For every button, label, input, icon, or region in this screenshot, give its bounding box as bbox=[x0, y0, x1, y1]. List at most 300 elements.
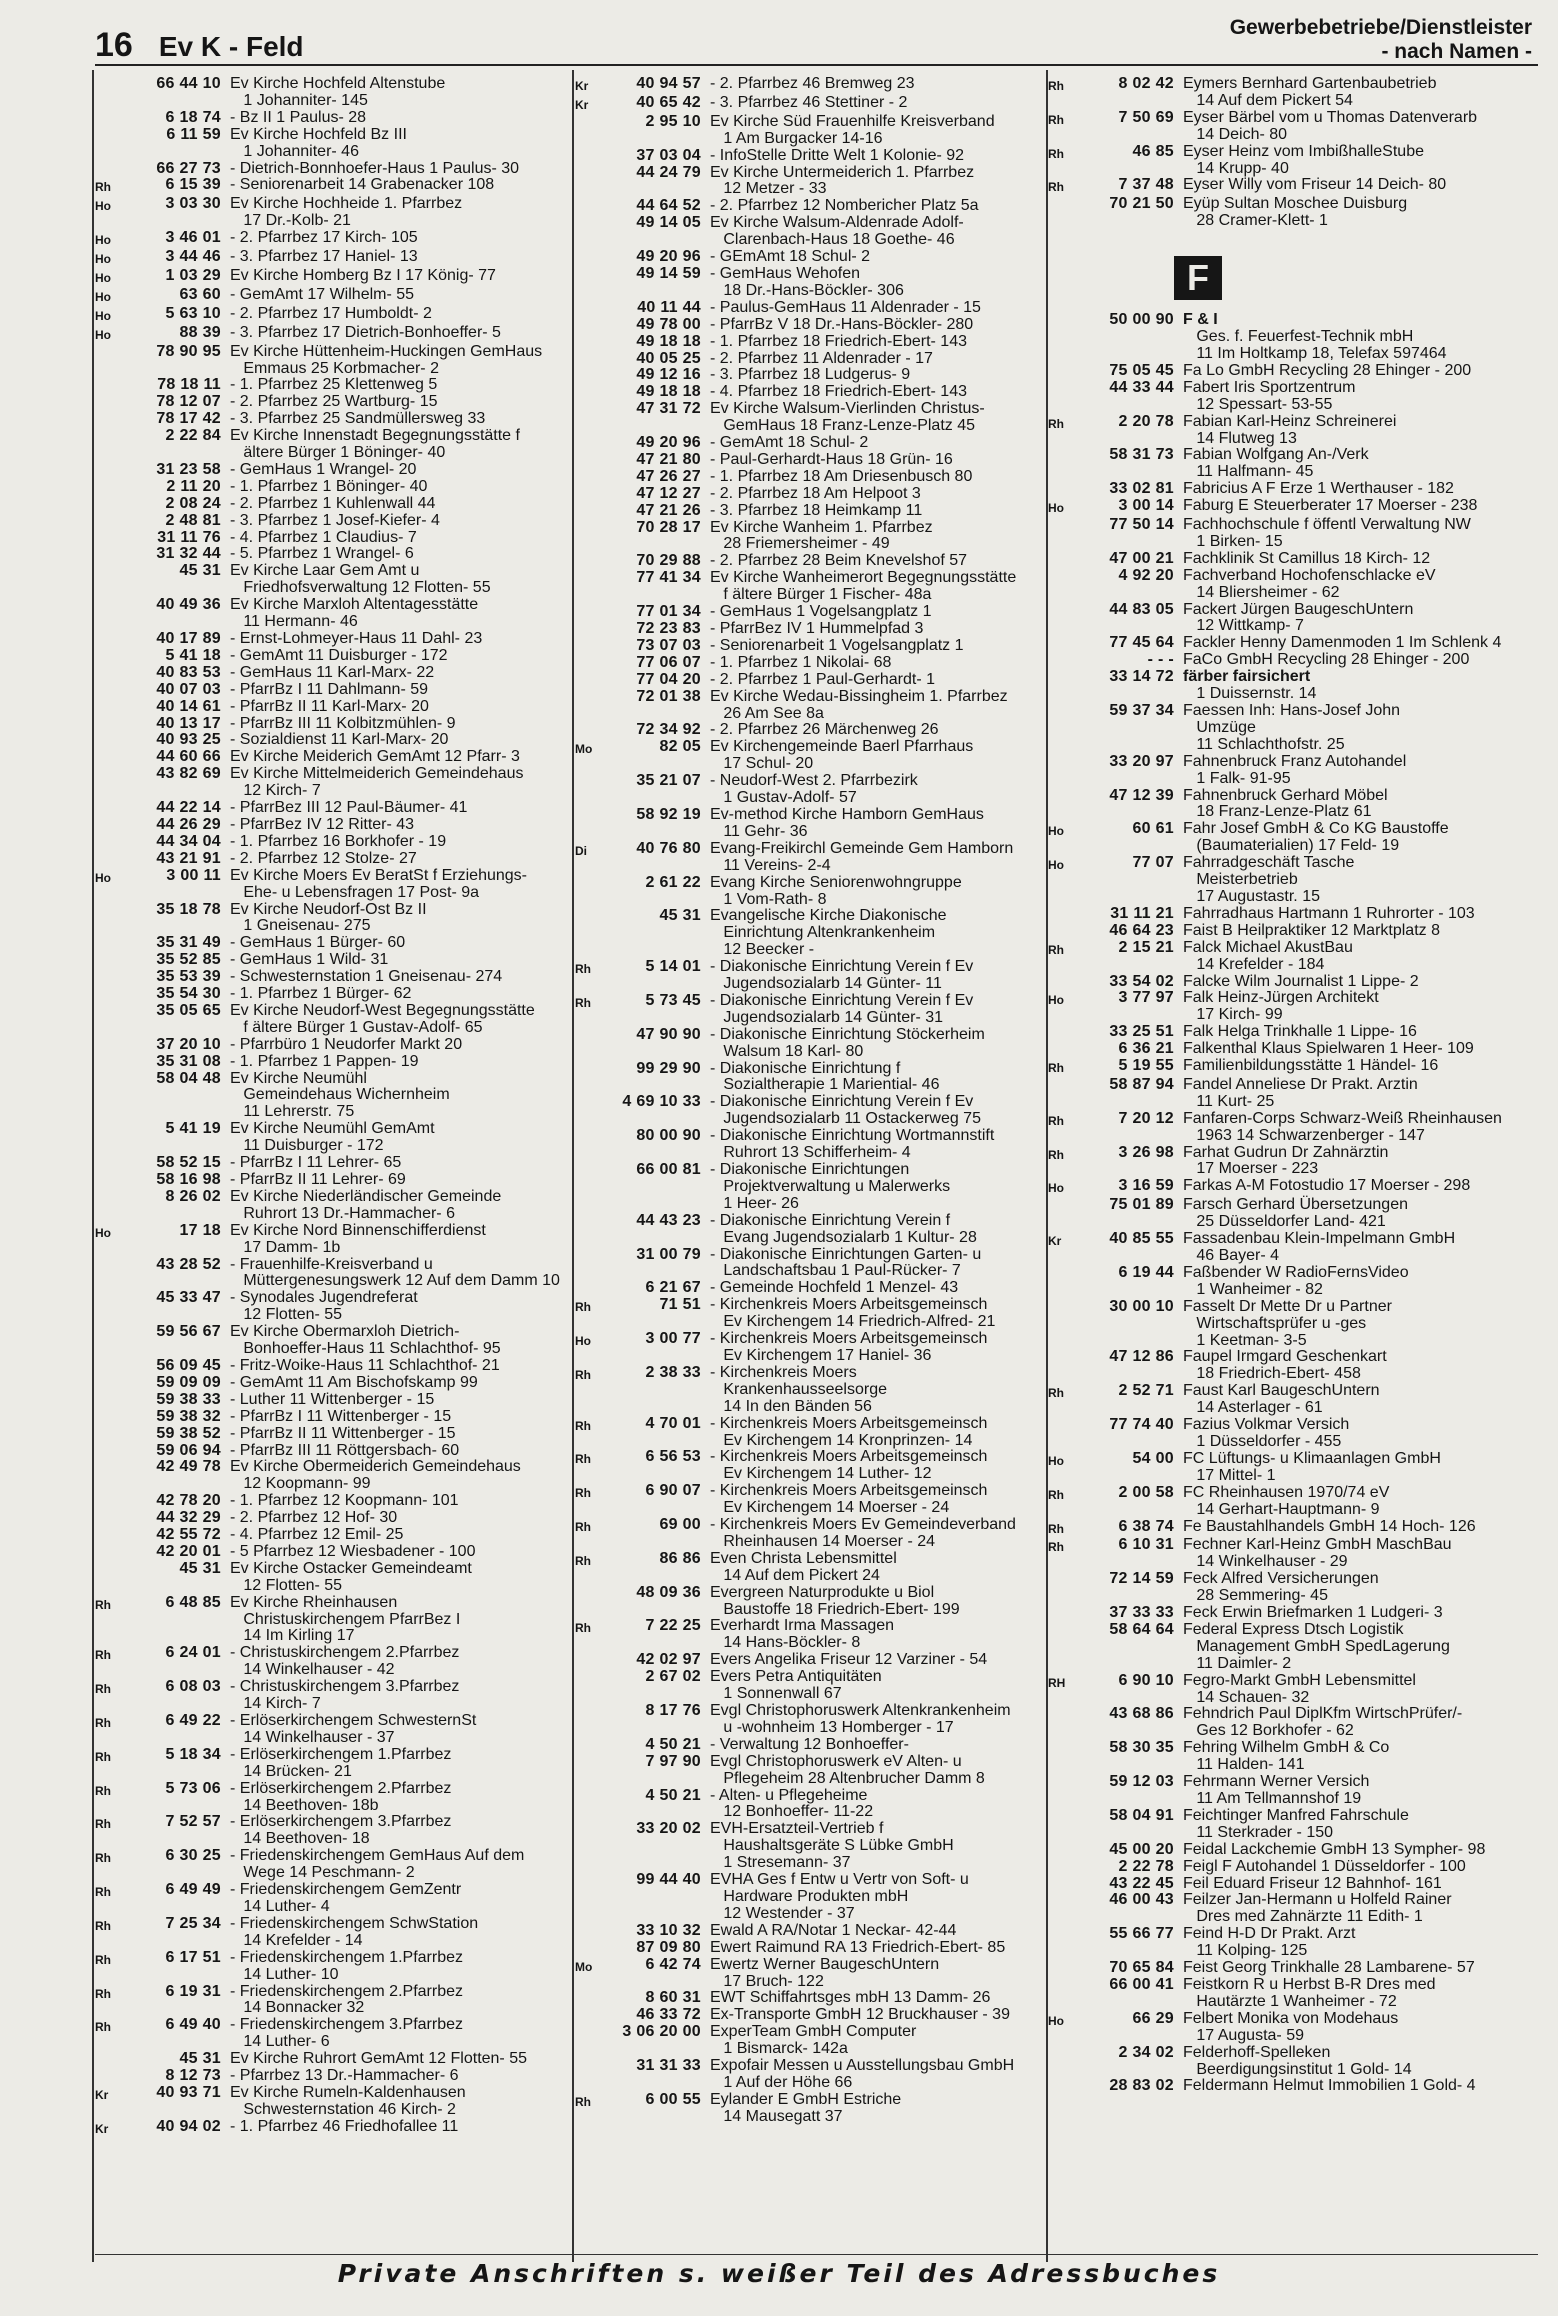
district-code bbox=[95, 76, 125, 110]
phone-number: 69 00 bbox=[659, 1516, 701, 1534]
entry-text: - GemAmt 11 Am Bischofskamp 99 bbox=[230, 1373, 478, 1391]
listing-entry bbox=[1048, 380, 1538, 414]
district-code bbox=[95, 127, 125, 161]
listing-entry bbox=[95, 2017, 570, 2051]
listing-entry bbox=[95, 196, 570, 230]
district-code bbox=[575, 148, 605, 165]
district-code: Rh bbox=[575, 962, 591, 977]
listing-entry bbox=[95, 749, 570, 766]
district-code bbox=[95, 563, 125, 597]
page-range-title: Ev K - Feld bbox=[158, 31, 304, 62]
entry-text: - PfarrBz II 11 Wittenberger - 15 bbox=[230, 1424, 456, 1442]
district-code bbox=[95, 1409, 125, 1426]
district-code bbox=[95, 394, 125, 411]
entry-text: - 4. Pfarrbez 18 Friedrich-Ebert- 143 bbox=[710, 383, 967, 401]
listing-entry bbox=[1048, 1197, 1538, 1231]
phone-number: 59 06 94 bbox=[156, 1441, 221, 1459]
listing-entry bbox=[575, 1213, 1045, 1247]
district-code bbox=[575, 469, 605, 486]
entry-text: - Kirchenkreis Moers Arbeitsgemeinsch Ev Kirchengem 14 Moerser - 24 bbox=[710, 1482, 988, 1517]
entry-text: Ev Kirche Neumühl Gemeindehaus Wichernheim 11 Lehrerstr. 75 bbox=[230, 1069, 450, 1121]
listing-entry bbox=[95, 1375, 570, 1392]
listing-entry bbox=[1048, 1673, 1538, 1707]
entry-text: - 5 Pfarrbez 12 Wiesbadener - 100 bbox=[230, 1542, 476, 1560]
footer-rule bbox=[95, 2254, 1538, 2255]
listing-entry bbox=[1048, 1485, 1538, 1519]
district-code bbox=[1048, 1977, 1078, 2011]
listing-entry bbox=[575, 266, 1045, 300]
district-code: Kr bbox=[95, 2087, 109, 2102]
district-code: Rh bbox=[95, 1648, 111, 1663]
phone-number: 47 21 80 bbox=[636, 450, 701, 468]
phone-number: 47 12 27 bbox=[636, 484, 701, 502]
listing-entry bbox=[95, 851, 570, 868]
entry-text: Falk Helga Trinkhalle 1 Lippe- 16 bbox=[1183, 1023, 1417, 1041]
listing-entry bbox=[575, 722, 1045, 739]
phone-number: 6 90 10 bbox=[1118, 1671, 1174, 1689]
phone-number: 44 64 52 bbox=[636, 197, 701, 215]
district-code bbox=[95, 344, 125, 378]
phone-number: 71 51 bbox=[659, 1296, 701, 1314]
phone-number: 73 07 03 bbox=[636, 636, 701, 654]
district-code: Rh bbox=[1048, 146, 1064, 161]
phone-number: 50 00 90 bbox=[1109, 311, 1174, 329]
phone-number: 40 17 89 bbox=[156, 630, 221, 647]
phone-number: 40 93 71 bbox=[156, 2083, 221, 2101]
phone-number: 7 50 69 bbox=[1118, 108, 1174, 126]
entry-text: - 3. Pfarrbez 17 Haniel- 13 bbox=[230, 248, 418, 266]
phone-number: 5 18 34 bbox=[165, 1745, 221, 1763]
phone-number: 40 11 44 bbox=[637, 298, 701, 316]
phone-number: 2 20 78 bbox=[1118, 412, 1174, 430]
entry-text: Ev Kirche Untermeiderich 1. Pfarrbez 12 Metzer - 33 bbox=[710, 163, 975, 198]
phone-number: 72 01 38 bbox=[636, 687, 701, 705]
phone-number: 1 03 29 bbox=[165, 266, 221, 284]
entry-text: - PfarrBz I 11 Dahlmann- 59 bbox=[230, 680, 429, 698]
district-code bbox=[95, 1071, 125, 1122]
district-code bbox=[1048, 923, 1078, 940]
district-code bbox=[575, 1990, 605, 2007]
phone-number: 77 04 20 bbox=[636, 670, 701, 688]
entry-text: - 1. Pfarrbez 25 Klettenweg 5 bbox=[230, 376, 438, 394]
phone-number: 58 16 98 bbox=[156, 1171, 221, 1188]
entry-text: Faist B Heilpraktiker 12 Marktplatz 8 bbox=[1183, 921, 1440, 939]
entry-text: EVHA Ges f Entw u Vertr von Soft- u Hardware Produkten mbH 12 Westender - 37 bbox=[710, 1871, 969, 1922]
listing-entry bbox=[575, 1128, 1045, 1162]
district-code bbox=[575, 520, 605, 554]
phone-number: 45 31 bbox=[659, 907, 701, 925]
phone-number: 87 09 80 bbox=[636, 1938, 701, 1956]
district-code: Rh bbox=[95, 1918, 111, 1933]
district-code bbox=[575, 300, 605, 317]
phone-number: 99 29 90 bbox=[636, 1059, 701, 1077]
listing-entry bbox=[575, 1990, 1045, 2007]
listing-entry bbox=[1048, 144, 1538, 178]
phone-number: 42 02 97 bbox=[636, 1651, 701, 1669]
entry-text: - Neudorf-West 2. Pfarrbezirk 1 Gustav-Adolf- 57 bbox=[710, 772, 918, 807]
entry-text: Ev Kirche Walsum-Vierlinden Christus- GemHaus 18 Franz-Lenze-Platz 45 bbox=[710, 400, 985, 435]
phone-number: 72 34 92 bbox=[636, 721, 701, 739]
district-code: Rh bbox=[95, 1749, 111, 1764]
district-code bbox=[575, 1280, 605, 1297]
listing-entry bbox=[575, 553, 1045, 570]
entry-text: Eymers Bernhard Gartenbaubetrieb 14 Auf dem Pickert 54 bbox=[1183, 76, 1437, 109]
district-code bbox=[1048, 1571, 1078, 1605]
district-code: Rh bbox=[1048, 1540, 1064, 1555]
district-code bbox=[575, 722, 605, 739]
entry-text: - Friedenskirchengem GemZentr 14 Luther- 4 bbox=[230, 1881, 462, 1915]
entry-text: - 2. Pfarrbez 28 Beim Knevelshof 57 bbox=[710, 552, 968, 570]
phone-number: 43 22 45 bbox=[1109, 1874, 1174, 1892]
phone-number: 40 49 36 bbox=[156, 596, 221, 614]
phone-number: 35 31 49 bbox=[156, 934, 221, 952]
listing-entry bbox=[575, 1923, 1045, 1940]
entry-text: - GemHaus 1 Vogelsangplatz 1 bbox=[710, 603, 932, 621]
entry-text: Feist Georg Trinkhalle 28 Lambarene- 57 bbox=[1183, 1959, 1475, 1977]
district-code bbox=[1048, 1077, 1078, 1111]
district-code bbox=[575, 908, 605, 959]
district-code bbox=[575, 1247, 605, 1281]
entry-text: - GemAmt 11 Duisburger - 172 bbox=[230, 646, 448, 664]
listing-entry bbox=[575, 300, 1045, 317]
listing-entry bbox=[1048, 1740, 1538, 1774]
phone-number: 42 49 78 bbox=[156, 1458, 221, 1476]
district-code bbox=[95, 749, 125, 766]
district-code bbox=[575, 672, 605, 689]
phone-number: 8 26 02 bbox=[165, 1187, 221, 1205]
entry-text: Faessen Inh: Hans-Josef John Umzüge 11 Schlachthofstr. 25 bbox=[1183, 702, 1401, 753]
entry-text: Ev Kirche Marxloh Altentagesstätte 11 Hermann- 46 bbox=[230, 596, 479, 631]
district-code bbox=[95, 1561, 125, 1595]
listing-entry bbox=[1048, 481, 1538, 498]
district-code bbox=[575, 367, 605, 384]
entry-text: - PfarrBz I 11 Lehrer- 65 bbox=[230, 1154, 402, 1172]
phone-number: 40 83 53 bbox=[156, 663, 221, 681]
district-code: Rh bbox=[1048, 1113, 1064, 1128]
entry-text: Ges. f. Feuerfest-Technik mbH 11 Im Holtkamp 18, Telefax 597464 bbox=[1196, 328, 1447, 362]
listing-entry bbox=[1048, 1178, 1538, 1197]
listing-entry bbox=[575, 959, 1045, 993]
district-code bbox=[95, 428, 125, 462]
entry-text: Ev Kirche Rumeln-Kaldenhausen Schwesternstation 46 Kirch- 2 bbox=[230, 2083, 466, 2118]
entry-text: Ewald A RA/Notar 1 Neckar- 42-44 bbox=[710, 1921, 957, 1939]
listing-entry bbox=[95, 716, 570, 733]
entry-text: Fachverband Hochofenschlacke eV 14 Bliersheimer - 62 bbox=[1183, 566, 1436, 601]
phone-number: 40 85 55 bbox=[1109, 1230, 1174, 1248]
phone-number: 4 50 21 bbox=[645, 1786, 701, 1804]
listing-entry bbox=[95, 1409, 570, 1426]
district-code bbox=[1048, 1041, 1078, 1058]
listing-entry bbox=[95, 161, 570, 178]
district-code bbox=[575, 1585, 605, 1619]
district-code bbox=[1048, 1417, 1078, 1451]
district-code bbox=[575, 114, 605, 148]
phone-number: 66 00 81 bbox=[636, 1161, 701, 1178]
entry-text: - 1. Pfarrbez 1 Bürger- 62 bbox=[230, 985, 412, 1003]
district-code: Rh bbox=[95, 1986, 111, 2001]
entry-text: Federal Express Dtsch Logistik Management GmbH SpedLagerung 11 Daimler- 2 bbox=[1183, 1620, 1450, 1672]
phone-number: 5 14 01 bbox=[645, 958, 701, 976]
phone-number: 45 31 bbox=[179, 562, 221, 580]
district-code: Rh bbox=[1048, 112, 1064, 127]
entry-text: - Pfarrbüro 1 Neudorfer Markt 20 bbox=[230, 1035, 463, 1053]
listing-entry bbox=[1048, 703, 1538, 754]
entry-text: - 1. Pfarrbez 18 Friedrich-Ebert- 143 bbox=[710, 332, 967, 350]
phone-number: 70 29 88 bbox=[636, 552, 701, 570]
listing-entry bbox=[575, 435, 1045, 452]
listing-column-3 bbox=[1048, 76, 1538, 2252]
district-code bbox=[95, 597, 125, 631]
district-code: Ho bbox=[95, 289, 111, 304]
phone-number: 47 00 21 bbox=[1109, 549, 1174, 567]
listing-entry bbox=[95, 969, 570, 986]
district-code bbox=[575, 1788, 605, 1822]
district-code bbox=[95, 411, 125, 428]
phone-number: 7 22 25 bbox=[645, 1617, 701, 1635]
listing-entry bbox=[1048, 517, 1538, 551]
phone-number: 59 38 32 bbox=[156, 1407, 221, 1425]
phone-number: 78 12 07 bbox=[156, 393, 221, 411]
district-code: Rh bbox=[575, 1452, 591, 1467]
district-code bbox=[95, 1510, 125, 1527]
phone-number: 6 24 01 bbox=[165, 1644, 221, 1662]
entry-text: Fabian Wolfgang An-/Verk 11 Halfmann- 45 bbox=[1183, 446, 1369, 481]
listing-entry bbox=[1048, 669, 1538, 686]
entry-text: - GemHaus 11 Karl-Marx- 22 bbox=[230, 663, 435, 681]
listing-entry bbox=[575, 1821, 1045, 1872]
phone-number: 31 32 44 bbox=[156, 545, 221, 563]
district-code bbox=[575, 334, 605, 351]
entry-text: Evers Petra Antiquitäten 1 Sonnenwall 67 bbox=[710, 1668, 882, 1703]
phone-number: 70 65 84 bbox=[1109, 1959, 1174, 1977]
entry-text: - 3. Pfarrbez 25 Sandmüllersweg 33 bbox=[230, 410, 486, 428]
entry-text: Ev Kirche Süd Frauenhilfe Kreisverband 1 Am Burgacker 14-16 bbox=[710, 112, 995, 147]
phone-number: 2 22 84 bbox=[165, 427, 221, 445]
district-code bbox=[95, 766, 125, 800]
phone-number: 35 21 07 bbox=[636, 772, 701, 790]
district-code bbox=[575, 1061, 605, 1095]
phone-number: 40 14 61 bbox=[156, 697, 221, 715]
phone-number: 6 90 07 bbox=[645, 1482, 701, 1500]
phone-number: 55 66 77 bbox=[1109, 1925, 1174, 1943]
district-code bbox=[1048, 1774, 1078, 1808]
entry-text: - Christuskirchengem 2.Pfarrbez 14 Winkelhauser - 42 bbox=[230, 1644, 460, 1679]
entry-text: - PfarrBz I 11 Wittenberger - 15 bbox=[230, 1407, 452, 1425]
listing-entry bbox=[1048, 1024, 1538, 1041]
entry-text: Falk Heinz-Jürgen Architekt 17 Kirch- 99 bbox=[1183, 989, 1379, 1024]
phone-number: 47 12 39 bbox=[1109, 786, 1174, 804]
listing-entry bbox=[95, 1882, 570, 1916]
phone-number: 5 73 45 bbox=[645, 991, 701, 1009]
listing-entry bbox=[95, 1121, 570, 1155]
listing-entry bbox=[1048, 1842, 1538, 1859]
listing-entry bbox=[95, 1189, 570, 1223]
district-code: Di bbox=[575, 843, 587, 858]
phone-number: 58 87 94 bbox=[1109, 1075, 1174, 1093]
entry-text: Farhat Gudrun Dr Zahnärztin 17 Moerser - 223 bbox=[1183, 1143, 1389, 1178]
district-code: Rh bbox=[1048, 180, 1064, 195]
phone-number: 66 00 41 bbox=[1109, 1975, 1174, 1993]
phone-number: 6 49 22 bbox=[165, 1712, 221, 1729]
district-code bbox=[575, 401, 605, 435]
entry-text: - PfarrBez IV 12 Ritter- 43 bbox=[230, 815, 415, 833]
district-code bbox=[575, 1754, 605, 1788]
entry-text: - Diakonische Einrichtungen Projektverwaltung u Malerwerks 1 Heer- 26 bbox=[710, 1161, 951, 1212]
listing-entry bbox=[95, 1459, 570, 1493]
entry-text: - PfarrBz II 11 Lehrer- 69 bbox=[230, 1171, 406, 1188]
phone-number: 2 22 78 bbox=[1118, 1857, 1174, 1875]
phone-number: 49 14 05 bbox=[636, 214, 701, 232]
listing-entry bbox=[95, 268, 570, 287]
listing-entry bbox=[1048, 363, 1538, 380]
district-code bbox=[1048, 380, 1078, 414]
phone-number: 43 68 86 bbox=[1109, 1705, 1174, 1723]
entry-text: - Ernst-Lohmeyer-Haus 11 Dahl- 23 bbox=[230, 630, 483, 647]
district-code: Ho bbox=[95, 270, 111, 285]
phone-number: 44 43 23 bbox=[636, 1211, 701, 1229]
district-code bbox=[95, 1054, 125, 1071]
phone-number: 43 28 52 bbox=[156, 1255, 221, 1273]
listing-entry bbox=[1048, 821, 1538, 855]
district-code bbox=[1048, 1197, 1078, 1231]
phone-number: 2 15 21 bbox=[1118, 938, 1174, 956]
entry-text: Ev Kirche Hochfeld Altenstube 1 Johanniter- 145 bbox=[230, 76, 446, 109]
phone-number: 47 31 72 bbox=[636, 400, 701, 418]
listing-entry bbox=[575, 1483, 1045, 1517]
phone-number: 77 50 14 bbox=[1109, 516, 1174, 534]
district-code bbox=[95, 1527, 125, 1544]
district-code bbox=[575, 1094, 605, 1128]
entry-text: - GemHaus Wehofen 18 Dr.-Hans-Böckler- 306 bbox=[710, 264, 904, 299]
phone-number: 6 19 44 bbox=[1118, 1263, 1174, 1281]
phone-number: 2 08 24 bbox=[165, 494, 221, 512]
phone-number: 6 00 55 bbox=[645, 2090, 701, 2108]
listing-entry bbox=[575, 1618, 1045, 1652]
listing-entry bbox=[95, 1172, 570, 1189]
district-code bbox=[95, 1426, 125, 1443]
entry-text: Faust Karl BaugeschUntern 14 Asterlager - 61 bbox=[1183, 1382, 1380, 1417]
entry-text: Ev Kirchengemeinde Baerl Pfarrhaus 17 Schul- 20 bbox=[710, 738, 974, 773]
phone-number: 8 02 42 bbox=[1118, 76, 1174, 92]
phone-number: 86 86 bbox=[659, 1549, 701, 1567]
listing-entry bbox=[1048, 1349, 1538, 1383]
entry-text: - Kirchenkreis Moers Arbeitsgemeinsch Ev Kirchengem 17 Haniel- 36 bbox=[710, 1330, 988, 1364]
entry-text: Eyser Bärbel vom u Thomas Datenverarb 14 Deich- 80 bbox=[1183, 108, 1478, 143]
listing-entry bbox=[1048, 329, 1538, 363]
district-code: Rh bbox=[1048, 1487, 1064, 1502]
listing-entry bbox=[575, 638, 1045, 655]
district-code bbox=[95, 631, 125, 648]
phone-number: 8 60 31 bbox=[645, 1989, 701, 2007]
phone-number: 6 30 25 bbox=[165, 1847, 221, 1865]
phone-number: 2 34 02 bbox=[1118, 2043, 1174, 2061]
listing-entry bbox=[1048, 1451, 1538, 1485]
entry-text: - 1. Pfarrbez 12 Koopmann- 101 bbox=[230, 1492, 459, 1510]
phone-number: 45 33 47 bbox=[156, 1289, 221, 1307]
district-code bbox=[575, 1213, 605, 1247]
entry-text: Feck Alfred Versicherungen 28 Semmering- 45 bbox=[1183, 1570, 1379, 1605]
entry-text: - Synodales Jugendreferat 12 Flotten- 55 bbox=[230, 1289, 418, 1324]
district-code bbox=[1048, 1892, 1078, 1926]
phone-number: 58 92 19 bbox=[636, 805, 701, 823]
district-code bbox=[95, 2068, 125, 2085]
phone-number: 47 90 90 bbox=[636, 1025, 701, 1043]
phone-number: 58 04 48 bbox=[156, 1069, 221, 1087]
district-code: Ho bbox=[95, 233, 111, 248]
entry-text: - 2. Pfarrbez 17 Kirch- 105 bbox=[230, 229, 418, 247]
entry-text: - Kirchenkreis Moers Arbeitsgemeinsch Ev Kirchengem 14 Kronprinzen- 14 bbox=[710, 1414, 988, 1449]
listing-entry bbox=[95, 2085, 570, 2119]
listing-entry bbox=[95, 682, 570, 699]
page-number: 16 bbox=[95, 26, 133, 64]
entry-text: Feldermann Helmut Immobilien 1 Gold- 4 bbox=[1183, 2077, 1476, 2095]
phone-number: 6 15 39 bbox=[165, 176, 221, 194]
phone-number: 35 31 08 bbox=[156, 1052, 221, 1070]
district-code bbox=[575, 655, 605, 672]
district-code: Ho bbox=[95, 1225, 111, 1240]
district-code: Rh bbox=[1048, 416, 1064, 431]
entry-text: Ev Kirche Homberg Bz I 17 König- 77 bbox=[230, 266, 496, 284]
entry-text: - GemAmt 17 Wilhelm- 55 bbox=[230, 285, 415, 303]
listing-entry bbox=[95, 513, 570, 530]
listing-entry bbox=[575, 2092, 1045, 2126]
listing-entry bbox=[1048, 754, 1538, 788]
listing-entry bbox=[1048, 498, 1538, 517]
phone-number: 45 00 20 bbox=[1109, 1840, 1174, 1858]
entry-text: - Paul-Gerhardt-Haus 18 Grün- 16 bbox=[710, 450, 953, 468]
district-code: Rh bbox=[575, 1621, 591, 1636]
phone-number: 77 07 bbox=[1132, 854, 1174, 872]
entry-text: Felderhoff-Spelleken Beerdigungsinstitut 1 Gold- 14 bbox=[1183, 2043, 1412, 2078]
district-code bbox=[95, 1155, 125, 1172]
listing-entry bbox=[575, 2024, 1045, 2058]
listing-entry bbox=[575, 1652, 1045, 1669]
entry-text: Fackler Henny Damenmoden 1 Im Schlenk 4 bbox=[1183, 634, 1502, 652]
entry-text: Ev Kirche Ostacker Gemeindeamt 12 Flotten- 55 bbox=[230, 1559, 472, 1594]
entry-text: Fanfaren-Corps Schwarz-Weiß Rheinhausen 1963 14 Schwarzenberger - 147 bbox=[1183, 1109, 1502, 1144]
phone-number: 6 36 21 bbox=[1118, 1040, 1174, 1058]
phone-number: 3 77 97 bbox=[1118, 989, 1174, 1007]
district-code bbox=[95, 1037, 125, 1054]
phone-number: 6 18 74 bbox=[165, 108, 221, 126]
footer-note: Private Anschriften s. weißer Teil des Adressbuches bbox=[337, 2259, 1221, 2288]
district-code bbox=[1048, 1622, 1078, 1673]
listing-entry bbox=[575, 486, 1045, 503]
entry-text: - 2. Pfarrbez 46 Bremweg 23 bbox=[710, 76, 915, 92]
listing-entry bbox=[95, 249, 570, 268]
listing-entry bbox=[1048, 2011, 1538, 2045]
entry-text: ExperTeam GmbH Computer 1 Bismarck- 142a bbox=[710, 2023, 917, 2058]
listing-entry bbox=[95, 1443, 570, 1460]
listing-entry bbox=[575, 570, 1045, 604]
entry-text: Fahnenbruck Franz Autohandel 1 Falk- 91-95 bbox=[1183, 752, 1407, 787]
phone-number: 6 56 53 bbox=[645, 1448, 701, 1466]
district-code bbox=[575, 452, 605, 469]
phone-number: 46 00 43 bbox=[1109, 1891, 1174, 1909]
entry-text: Fahrradgeschäft Tasche Meisterbetrieb 17 Augustastr. 15 bbox=[1183, 854, 1355, 905]
phone-number: 2 38 33 bbox=[645, 1363, 701, 1381]
phone-number: 49 20 96 bbox=[636, 434, 701, 452]
listing-entry bbox=[95, 325, 570, 344]
entry-text: Evers Angelika Friseur 12 Varziner - 54 bbox=[710, 1651, 988, 1669]
phone-number: 6 42 74 bbox=[645, 1955, 701, 1973]
district-code: Ho bbox=[1048, 993, 1064, 1008]
listing-entry bbox=[95, 631, 570, 648]
phone-number: 58 31 73 bbox=[1109, 446, 1174, 464]
phone-number: 5 19 55 bbox=[1118, 1057, 1174, 1075]
listing-entry bbox=[1048, 1519, 1538, 1538]
district-code: Rh bbox=[575, 995, 591, 1010]
